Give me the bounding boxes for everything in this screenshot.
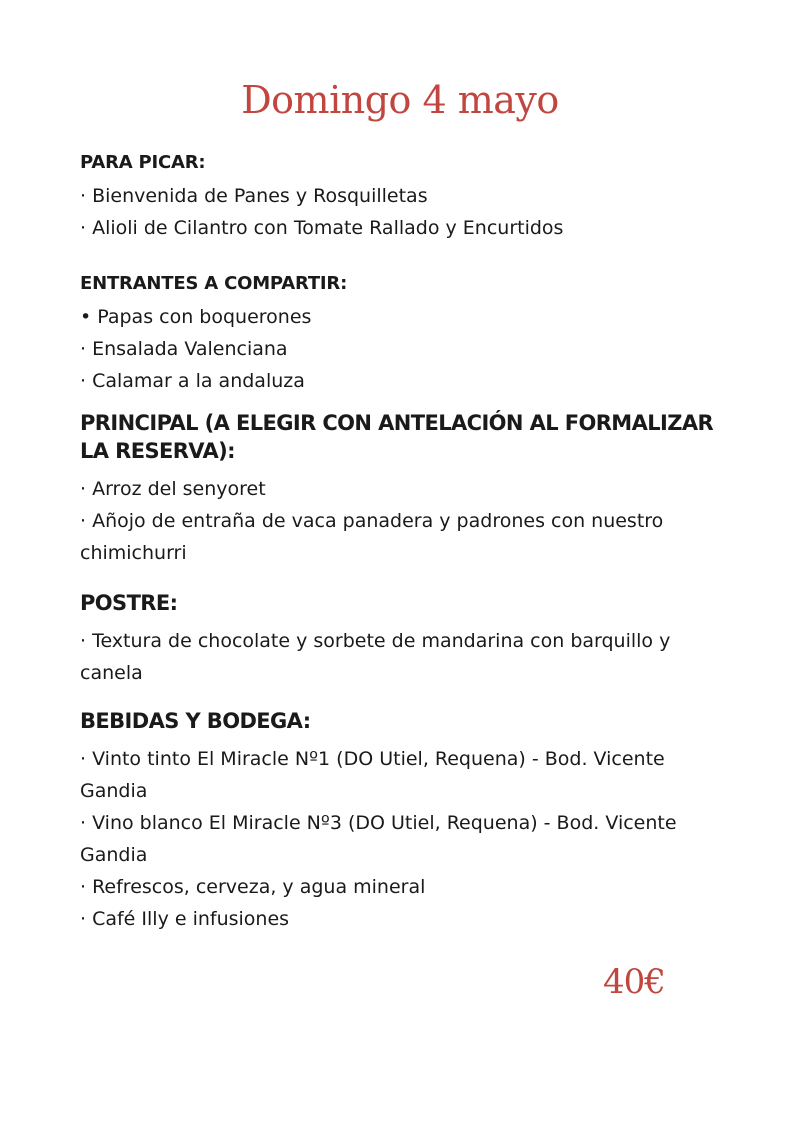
menu-content xyxy=(80,150,720,935)
section-principal xyxy=(80,409,720,569)
spacer xyxy=(80,397,720,409)
menu-item: · Alioli de Cilantro con Tomate Rallado y Encurtidos xyxy=(80,217,564,239)
spacer xyxy=(80,569,720,589)
section-heading: PARA PICAR: xyxy=(80,152,206,173)
menu-item: · Refrescos, cerveza, y agua mineral xyxy=(80,876,426,898)
section-entrantes xyxy=(80,271,720,397)
menu-item: · Ensalada Valenciana xyxy=(80,338,288,360)
menu-price: 40€ xyxy=(603,962,665,1002)
menu-item: · Vinto tinto El Miracle Nº1 (DO Utiel, Requena) - Bod. Vicente Gandia xyxy=(80,748,665,802)
section-heading: POSTRE: xyxy=(80,591,178,615)
section-heading: BEBIDAS Y BODEGA: xyxy=(80,709,311,733)
section-postre xyxy=(80,589,720,689)
menu-item: · Arroz del senyoret xyxy=(80,478,266,500)
menu-item: · Café Illy e infusiones xyxy=(80,908,290,930)
menu-item: · Bienvenida de Panes y Rosquilletas xyxy=(80,185,428,207)
spacer xyxy=(80,244,720,271)
section-para-picar xyxy=(80,150,720,244)
menu-item: · Añojo de entraña de vaca panadera y padrones con nuestro chimichurri xyxy=(80,510,664,564)
spacer xyxy=(80,689,720,707)
menu-item: · Vino blanco El Miracle Nº3 (DO Utiel, Requena) - Bod. Vicente Gandia xyxy=(80,812,677,866)
section-bebidas xyxy=(80,707,720,935)
menu-item: · Textura de chocolate y sorbete de mandarina con barquillo y canela xyxy=(80,630,671,684)
section-heading: PRINCIPAL (A ELEGIR CON ANTELACIÓN AL FORMALIZAR LA RESERVA): xyxy=(80,411,714,463)
menu-item: · Calamar a la andaluza xyxy=(80,370,305,392)
section-heading: ENTRANTES A COMPARTIR: xyxy=(80,273,348,294)
menu-title: Domingo 4 mayo xyxy=(241,78,559,122)
menu-item: • Papas con boquerones xyxy=(80,306,312,328)
